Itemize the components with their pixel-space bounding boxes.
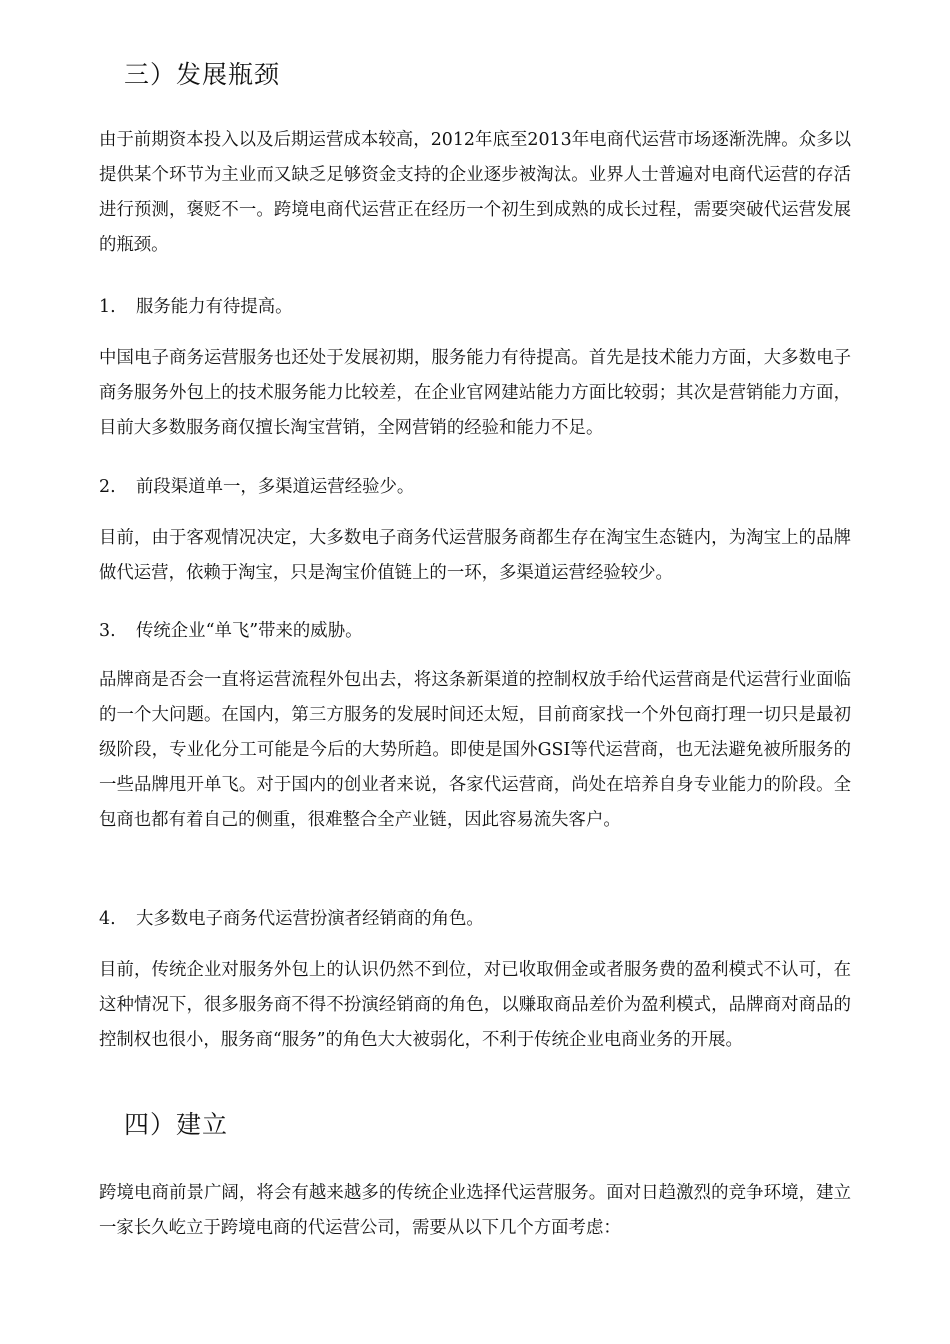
list-item-2-title: 前段渠道单一，多渠道运营经验少。 <box>136 477 415 497</box>
list-item-3-title: 传统企业“单飞”带来的威胁。 <box>136 621 363 641</box>
list-item-4-paragraph: 目前，传统企业对服务外包上的认识仍然不到位，对已收取佣金或者服务费的盈利模式不认可，在这种情况下，很多服务商不得不扮演经销商的角色，以赚取商品差价为盈利模式，品牌商对商品的控制权也很小，服务商“服务”的角色大大被弱化，不利于传统企业电商业务的开展。 <box>99 960 851 1050</box>
list-item-1 <box>99 295 293 319</box>
list-item-1-number: 1. <box>99 297 116 317</box>
section-heading-4: 四）建立 <box>124 1110 229 1139</box>
list-item-4-number: 4. <box>99 909 116 929</box>
list-item-2 <box>99 475 414 499</box>
list-item-2-paragraph: 目前，由于客观情况决定，大多数电子商务代运营服务商都生存在淘宝生态链内，为淘宝上的品牌做代运营，依赖于淘宝，只是淘宝价值链上的一环，多渠道运营经验较少。 <box>99 528 851 583</box>
list-item-2-number: 2. <box>99 477 116 497</box>
list-item-3-number: 3. <box>99 621 116 641</box>
list-item-1-paragraph: 中国电子商务运营服务也还处于发展初期，服务能力有待提高。首先是技术能力方面，大多数电子商务服务外包上的技术服务能力比较差，在企业官网建站能力方面比较弱；其次是营销能力方面，目前大多数服务商仅擅长淘宝营销，全网营销的经验和能力不足。 <box>99 348 851 438</box>
section-4-intro-paragraph: 跨境电商前景广阔，将会有越来越多的传统企业选择代运营服务。面对日趋激烈的竞争环境，建立一家长久屹立于跨境电商的代运营公司，需要从以下几个方面考虑： <box>99 1183 851 1238</box>
list-item-3 <box>99 619 362 643</box>
list-item-4-title: 大多数电子商务代运营扮演者经销商的角色。 <box>136 909 484 929</box>
section-3-intro-paragraph: 由于前期资本投入以及后期运营成本较高，2012年底至2013年电商代运营市场逐渐洗牌。众多以提供某个环节为主业而又缺乏足够资金支持的企业逐步被淘汰。业界人士普遍对电商代运营的存活进行预测，褒贬不一。跨境电商代运营正在经历一个初生到成熟的成长过程，需要突破代运营发展的瓶颈。 <box>99 130 851 255</box>
list-item-4 <box>99 907 484 931</box>
list-item-3-paragraph: 品牌商是否会一直将运营流程外包出去，将这条新渠道的控制权放手给代运营商是代运营行业面临的一个大问题。在国内，第三方服务的发展时间还太短，目前商家找一个外包商打理一切只是最初级阶段，专业化分工可能是今后的大势所趋。即使是国外GSI等代运营商，也无法避免被所服务的一些品牌甩开单飞。对于国内的创业者来说，各家代运营商，尚处在培养自身专业能力的阶段。全包商也都有着自己的侧重，很难整合全产业链，因此容易流失客户。 <box>99 670 851 830</box>
list-item-1-title: 服务能力有待提高。 <box>136 297 293 317</box>
section-heading-3: 三）发展瓶颈 <box>124 60 281 89</box>
